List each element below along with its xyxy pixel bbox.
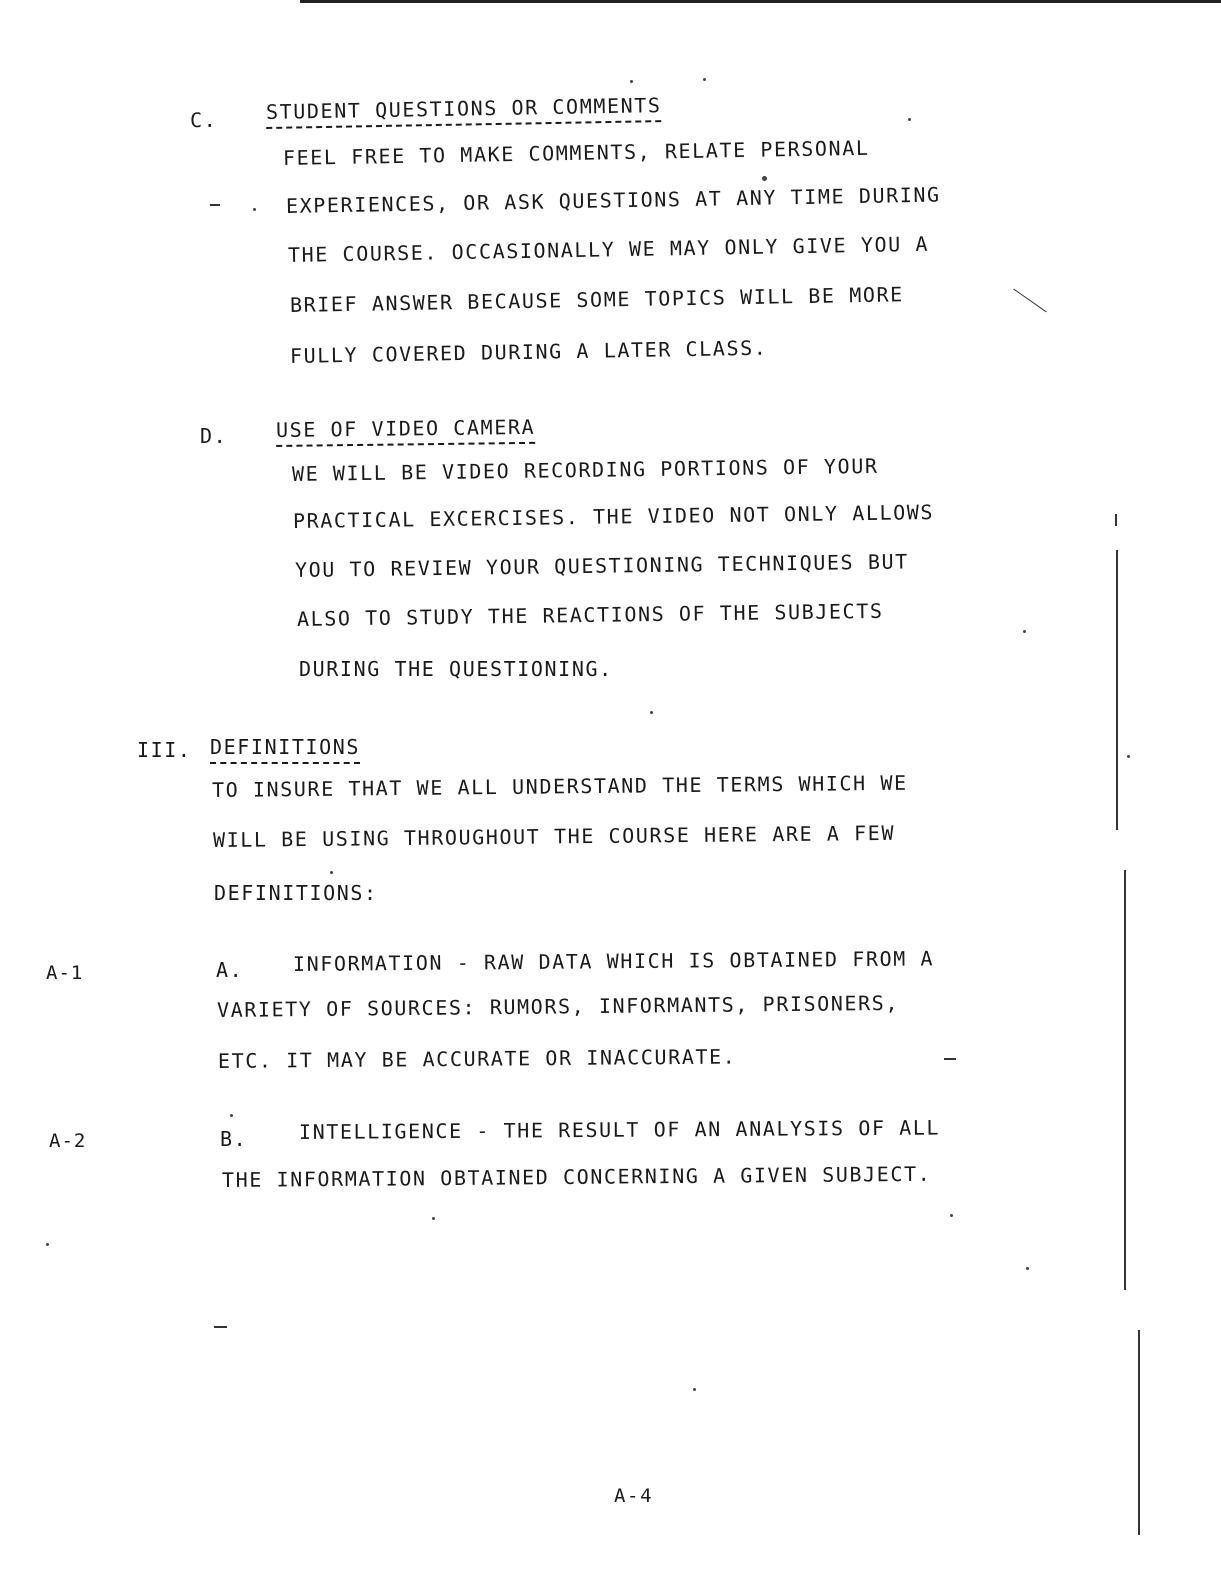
- section-d-line-5: DURING THE QUESTIONING.: [299, 657, 613, 681]
- scan-speck: [703, 78, 706, 81]
- page-number: A-4: [614, 1485, 654, 1507]
- scan-edge-line: [300, 0, 1221, 3]
- section-d-heading: USE OF VIDEO CAMERA: [275, 414, 536, 442]
- scan-dash: [210, 204, 220, 206]
- scan-artifact-line: [1138, 1330, 1140, 1535]
- section-c-line-2: EXPERIENCES, OR ASK QUESTIONS AT ANY TIME DURING: [285, 182, 941, 218]
- scan-speck: [650, 711, 653, 714]
- section-d-line-2: PRACTICAL EXCERCISES. THE VIDEO NOT ONLY ALLOWS: [292, 500, 935, 533]
- definition-b-line-1: INTELLIGENCE - THE RESULT OF AN ANALYSIS OF ALL: [298, 1115, 941, 1144]
- scan-artifact-line: [1124, 870, 1126, 1290]
- scan-speck: [762, 176, 767, 181]
- scan-speck: [1026, 1267, 1029, 1270]
- section-c-heading: STUDENT QUESTIONS OR COMMENTS: [265, 93, 662, 124]
- section-d-line-4: ALSO TO STUDY THE REACTIONS OF THE SUBJECTS: [296, 598, 884, 631]
- scan-dash: [214, 1326, 227, 1328]
- definition-a-line-2: VARIETY OF SOURCES: RUMORS, INFORMANTS, PRISONERS,: [216, 990, 900, 1022]
- definitions-intro-line-1: TO INSURE THAT WE ALL UNDERSTAND THE TERMS WHICH WE: [211, 770, 908, 802]
- margin-reference-a2: A-2: [49, 1130, 87, 1152]
- section-d-line-3: YOU TO REVIEW YOUR QUESTIONING TECHNIQUES BUT: [294, 549, 909, 582]
- section-iii-heading: DEFINITIONS: [210, 735, 361, 759]
- definition-b-line-2: THE INFORMATION OBTAINED CONCERNING A GIVEN SUBJECT.: [221, 1161, 932, 1192]
- scan-speck: [230, 1114, 233, 1117]
- scan-artifact-line: [1115, 514, 1117, 526]
- scan-artifact-line: [1116, 550, 1118, 830]
- section-c-line-3: THE COURSE. OCCASIONALLY WE MAY ONLY GIVE YOU A: [287, 231, 930, 267]
- definitions-intro-line-3: DEFINITIONS:: [214, 881, 378, 905]
- scan-speck: [950, 1214, 953, 1217]
- scan-speck: [908, 118, 911, 121]
- section-c-line-1: FEEL FREE TO MAKE COMMENTS, RELATE PERSONAL: [282, 135, 870, 170]
- margin-reference-a1: A-1: [46, 962, 84, 984]
- scan-speck: [630, 80, 633, 83]
- section-c-line-4: BRIEF ANSWER BECAUSE SOME TOPICS WILL BE MORE: [289, 282, 904, 317]
- scan-dash: [944, 1058, 956, 1060]
- scan-speck: [253, 208, 256, 211]
- scan-speck: [46, 1243, 49, 1246]
- scan-speck: [330, 871, 333, 874]
- definition-b-letter: B.: [220, 1127, 248, 1151]
- scan-speck: [1023, 630, 1026, 633]
- definition-a-letter: A.: [216, 958, 244, 982]
- section-c-line-5: FULLY COVERED DURING A LATER CLASS.: [289, 335, 768, 368]
- section-c-letter: C.: [189, 107, 218, 133]
- definition-a-line-3: ETC. IT MAY BE ACCURATE OR INACCURATE.: [217, 1044, 737, 1073]
- scan-dash: [1013, 289, 1046, 313]
- section-d-letter: D.: [200, 424, 228, 448]
- scan-speck: [1127, 755, 1130, 758]
- definitions-intro-line-2: WILL BE USING THROUGHOUT THE COURSE HERE ARE A FEW: [212, 820, 896, 852]
- section-d-line-1: WE WILL BE VIDEO RECORDING PORTIONS OF YOUR: [291, 453, 879, 486]
- scan-speck: [432, 1217, 435, 1220]
- definition-a-line-1: INFORMATION - RAW DATA WHICH IS OBTAINED FROM A: [292, 946, 935, 976]
- section-iii-numeral: III.: [137, 738, 192, 762]
- scan-speck: [693, 1388, 696, 1391]
